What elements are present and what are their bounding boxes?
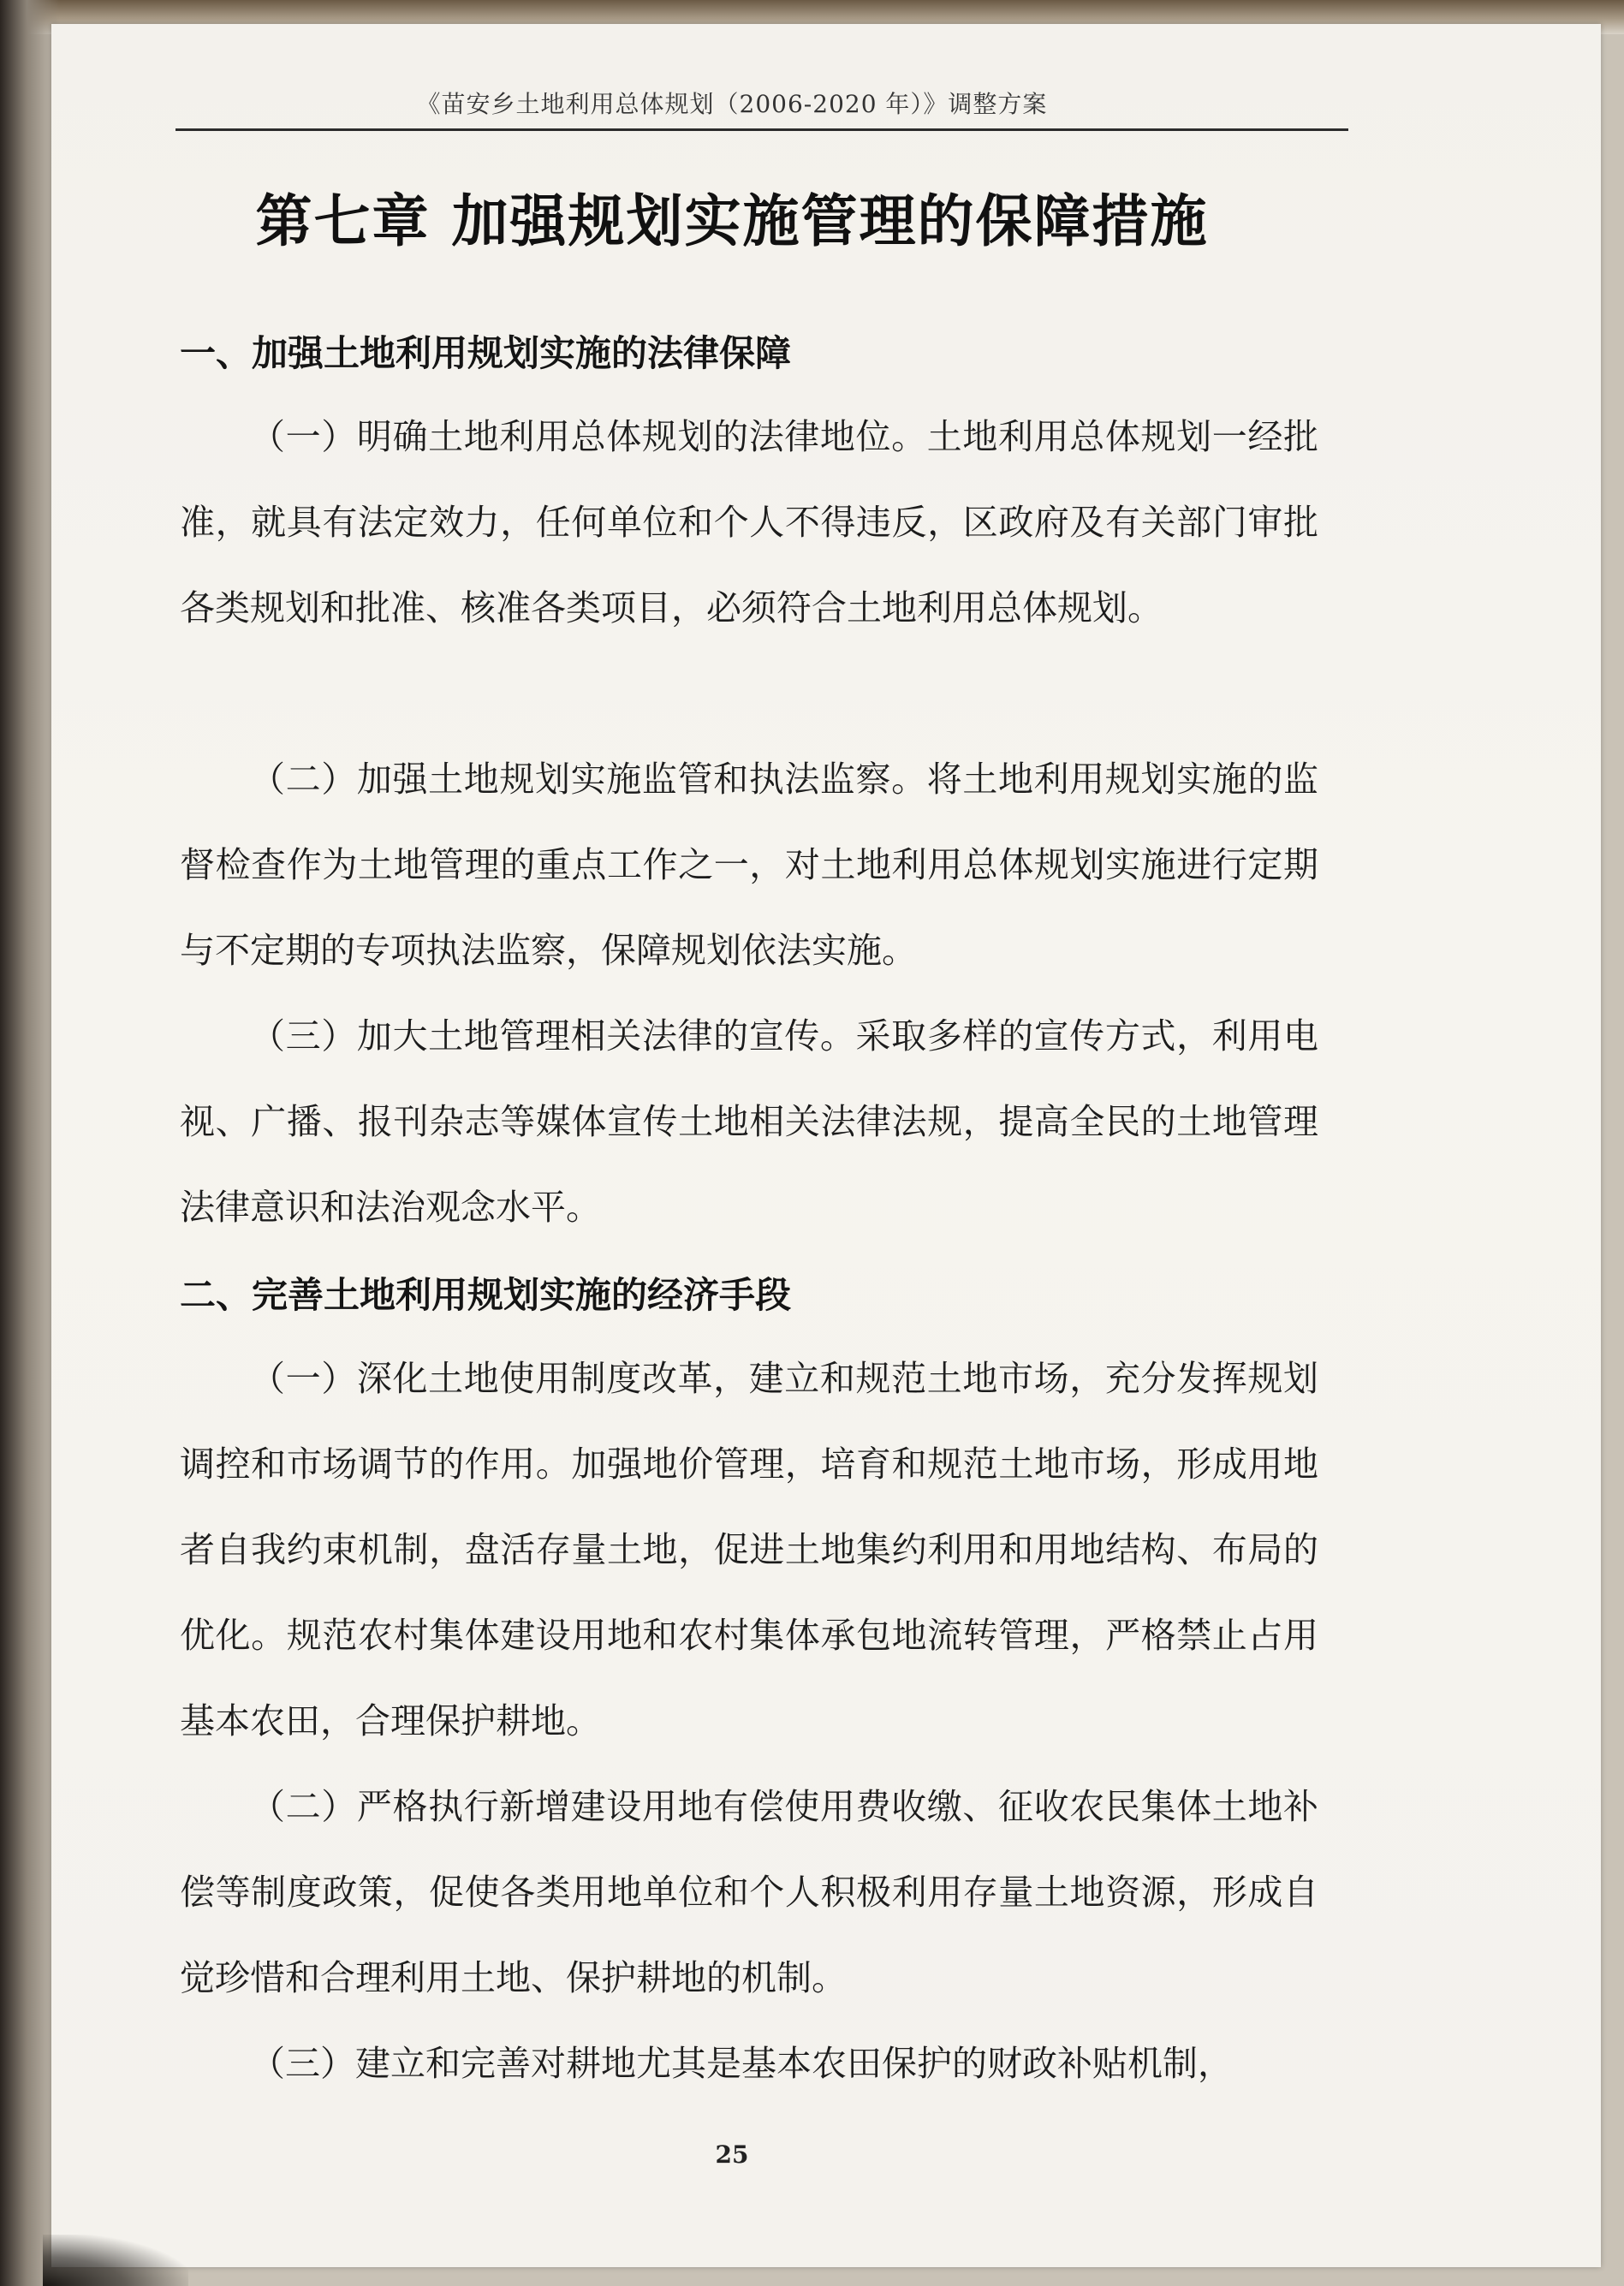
paragraph-2-2: （二）严格执行新增建设用地有偿使用费收缴、征收农民集体土地补偿等制度政策，促使各类用地单位和个人积极利用存量土地资源，形成自觉珍惜和合理利用土地、保护耕地的机制。 — [180, 1786, 1318, 1998]
paragraph-1-2: （二）加强土地规划实施监管和执法监察。将土地利用规划实施的监督检查作为土地管理的重点工作之一，对土地利用总体规划实施进行定期与不定期的专项执法监察，保障规划依法实施。 — [180, 759, 1318, 971]
running-header: 《苗安乡土地利用总体规划（2006-2020 年）》调整方案 — [416, 90, 1048, 118]
paragraph-2-3: （三）建立和完善对耕地尤其是基本农田保护的财政补贴机制， — [250, 2043, 1233, 2084]
page-number: 25 — [715, 2140, 749, 2169]
paragraph-2-1: （一）深化土地使用制度改革，建立和规范土地市场，充分发挥规划调控和市场调节的作用。加强地价管理，培育和规范土地市场，形成用地者自我约束机制，盘活存量土地，促进土地集约利用和用地结构、布局的优化。规范农村集体建设用地和农村集体承包地流转管理，严格禁止占用基本农田，合理保护耕地。 — [180, 1358, 1318, 1741]
chapter-title: 第七章 加强规划实施管理的保障措施 — [255, 188, 1209, 254]
header-rule — [175, 128, 1348, 131]
paragraph-1-3: （三）加大土地管理相关法律的宣传。采取多样的宣传方式，利用电视、广播、报刊杂志等媒体宣传土地相关法律法规，提高全民的土地管理法律意识和法治观念水平。 — [180, 1015, 1318, 1228]
paragraph-1-1: （一）明确土地利用总体规划的法律地位。土地利用总体规划一经批准，就具有法定效力，任何单位和个人不得违反，区政府及有关部门审批各类规划和批准、核准各类项目，必须符合土地利用总体规划。 — [180, 416, 1318, 628]
section-heading-1: 一、加强土地利用规划实施的法律保障 — [180, 332, 792, 374]
section-heading-2: 二、完善土地利用规划实施的经济手段 — [180, 1274, 792, 1316]
scan-corner-shadow — [43, 2235, 188, 2286]
